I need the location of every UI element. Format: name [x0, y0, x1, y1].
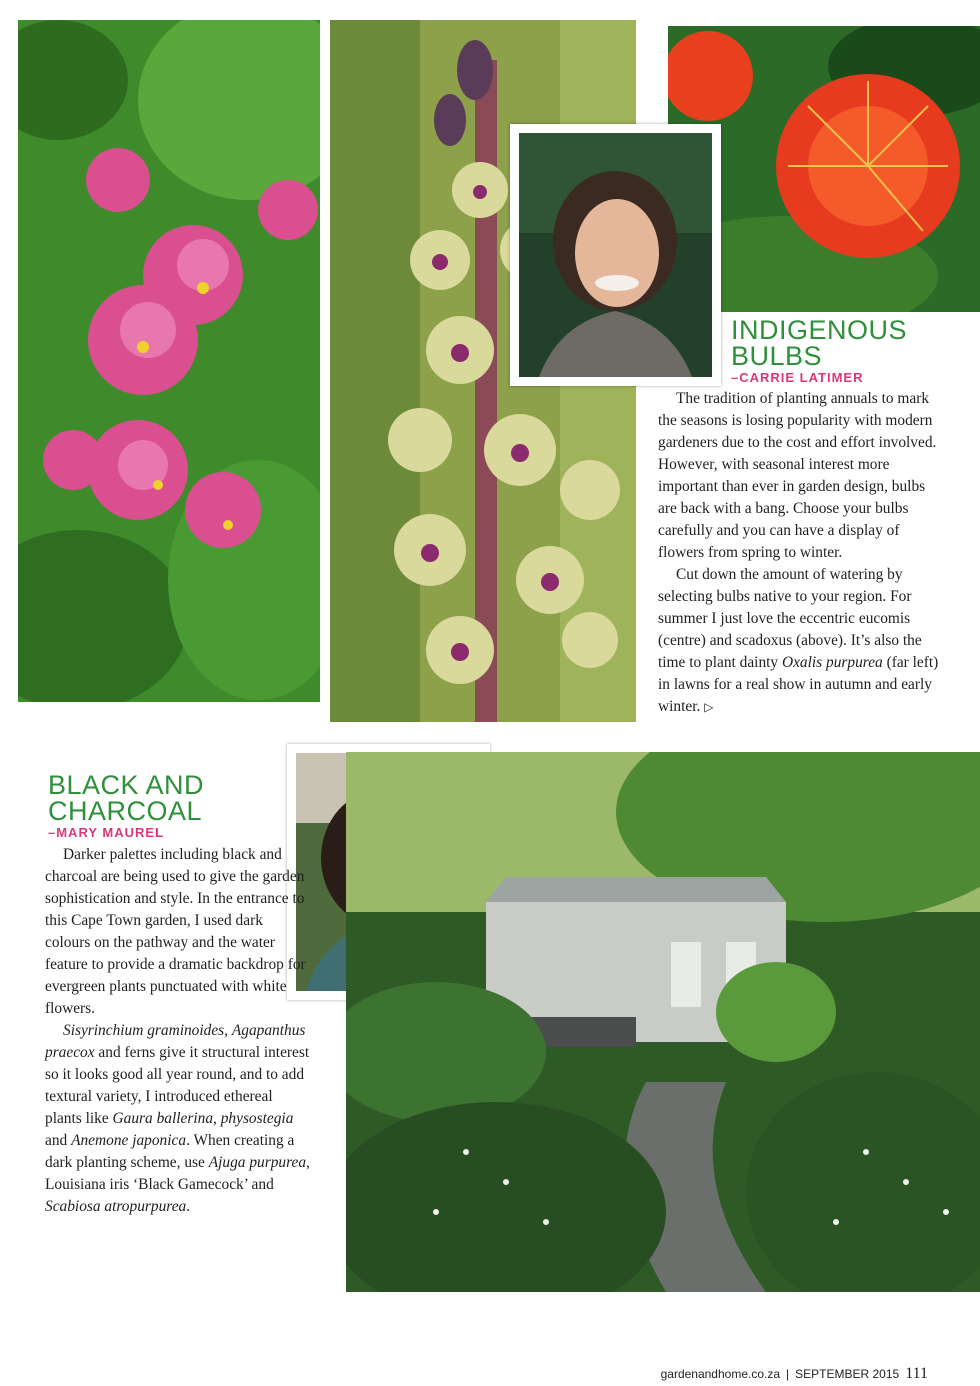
heading-line-1: INDIGENOUS — [731, 315, 908, 345]
footer-issue: SEPTEMBER 2015 — [795, 1367, 900, 1381]
paragraph: The tradition of planting annuals to mark the seasons is losing popularity with modern gardeners due to the cost and effort involved. However, with seasonal interest more important than ever in garden design, bulbs are back with a bang. Choose your bulbs carefully and you can have a display of flowers from spring to winter. — [658, 390, 937, 561]
byline-carrie-latimer: –CARRIE LATIMER — [731, 370, 864, 385]
paragraph: Sisyrinchium graminoides, Agapanthus praecox and ferns give it structural interest so it looks good all year round, and to add textural variety, I introduced ethereal plants like Gaura ballerina, physostegia and Anemone japonica. When creating a dark planting scheme, use Ajuga purpurea, Louisiana iris ‘Black Gamecock’ and Scabiosa atropurpurea. — [45, 1022, 310, 1215]
paragraph: Cut down the amount of watering by selecting bulbs native to your region. For summer I just love the eccentric eucomis (centre) and scadoxus (above). It’s also the time to plant dainty Oxalis purpurea (far left) in lawns for a real show in autumn and early winter. ▷ — [658, 566, 939, 715]
footer-site-link[interactable]: gardenandhome.co.za — [660, 1367, 781, 1381]
byline-mary-maurel: –MARY MAUREL — [48, 825, 165, 840]
heading-line-1: BLACK AND — [48, 770, 205, 800]
page-number: 111 — [905, 1365, 928, 1382]
heading-line-2: CHARCOAL — [48, 796, 203, 827]
portrait-carrie-latimer — [510, 124, 721, 386]
heading-indigenous-bulbs — [731, 317, 907, 370]
photo-oxalis — [18, 20, 320, 702]
page-footer — [661, 1365, 928, 1383]
photo-cape-town-garden — [346, 752, 980, 1292]
article-indigenous-bulbs — [658, 388, 940, 718]
article-black-and-charcoal — [45, 844, 310, 1218]
footer-separator: | — [786, 1367, 790, 1381]
continue-arrow-icon: ▷ — [704, 700, 714, 714]
paragraph: Darker palettes including black and charcoal are being used to give the garden sophistication and style. In the entrance to this Cape Town garden, I used dark colours on the pathway and the water feature to provide a dramatic backdrop for evergreen plants punctuated with white flowers. — [45, 846, 306, 1017]
heading-line-2: BULBS — [731, 341, 823, 372]
heading-black-and-charcoal — [48, 772, 204, 825]
